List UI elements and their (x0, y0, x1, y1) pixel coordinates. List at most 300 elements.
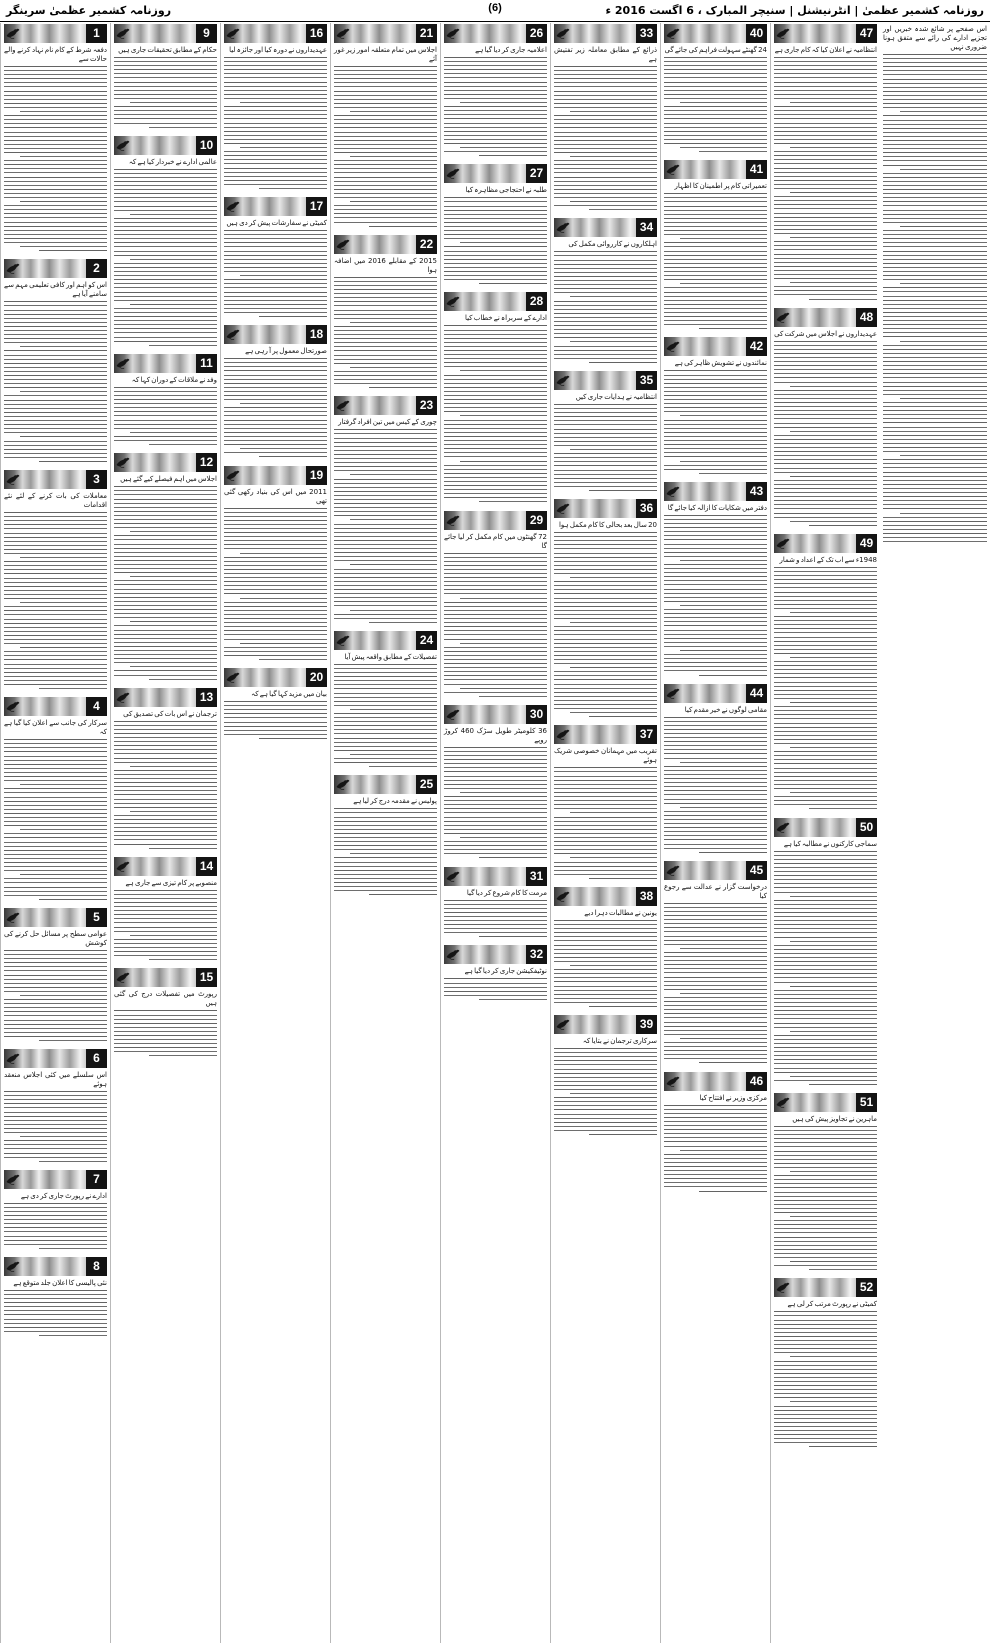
body-text-line (774, 1385, 877, 1386)
body-text-line (774, 871, 877, 872)
article-headline[interactable] (334, 24, 437, 43)
body-text-line (883, 54, 987, 55)
bird-ornament-icon (336, 238, 350, 251)
body-text-line (114, 86, 217, 87)
body-text-line (350, 610, 437, 611)
article-body (4, 45, 107, 256)
article-headline[interactable] (4, 697, 107, 716)
article-lead-text: اجلاس میں اہم فیصلے کیے گئے ہیں (120, 475, 217, 484)
body-text-line (4, 1211, 107, 1212)
body-text-line (790, 657, 877, 658)
body-text-line (774, 677, 877, 678)
article-headline[interactable] (114, 136, 217, 155)
body-text-line (4, 614, 107, 615)
body-text-line (774, 484, 877, 485)
body-text-line (334, 350, 437, 351)
body-text-line (774, 1442, 877, 1443)
body-text-line (114, 890, 217, 891)
body-text-line (664, 977, 767, 978)
body-text-line (444, 86, 547, 87)
body-text-line (114, 725, 217, 726)
body-text-line (334, 701, 437, 702)
body-text-line (224, 362, 327, 363)
article-headline[interactable] (224, 668, 327, 687)
body-text-line (790, 1171, 877, 1172)
body-text-line (4, 862, 107, 863)
article-headline[interactable] (114, 354, 217, 373)
article-number-badge: 42 (746, 337, 767, 356)
body-text-line (664, 395, 767, 396)
body-text-line (444, 366, 547, 367)
body-text-line (224, 73, 327, 74)
article-headline[interactable] (114, 968, 217, 987)
article-body (554, 520, 657, 722)
body-text-line (554, 776, 657, 777)
body-text-line (664, 57, 767, 58)
article (554, 218, 657, 368)
body-text-line (444, 630, 547, 631)
body-text-line (4, 420, 107, 421)
body-text-line (149, 848, 217, 849)
article-body (334, 417, 437, 628)
body-text-line (39, 461, 107, 462)
body-text-line (4, 177, 107, 178)
body-text-line (224, 717, 327, 718)
body-text-line (774, 200, 877, 201)
text-column (0, 23, 110, 1643)
body-text-line (883, 472, 987, 473)
body-text-line (774, 1245, 877, 1246)
article-headline[interactable] (774, 1093, 877, 1112)
body-text-line (664, 275, 767, 276)
body-text-line (444, 602, 547, 603)
body-text-line (774, 1043, 877, 1044)
article-headline[interactable] (554, 371, 657, 390)
body-text-line (554, 354, 657, 355)
body-text-line (554, 276, 657, 277)
body-text-line (4, 367, 107, 368)
body-text-line (4, 1236, 107, 1237)
article-body (224, 346, 327, 462)
body-text-line (334, 454, 437, 455)
body-text-line (554, 977, 657, 978)
body-text-line (774, 855, 877, 856)
article-lead-text: سرکاری ترجمان نے بتایا کہ (582, 1037, 657, 1046)
body-text-line (664, 527, 767, 528)
body-text-line (444, 821, 547, 822)
body-text-line (224, 651, 327, 652)
article-body (664, 358, 767, 478)
body-text-line (4, 74, 107, 75)
body-text-line (554, 453, 657, 454)
body-text-line (334, 544, 437, 545)
body-text-line (444, 436, 547, 437)
article-headline[interactable] (664, 160, 767, 179)
body-text-line (114, 494, 217, 495)
article-headline[interactable] (224, 24, 327, 43)
body-text-line (664, 981, 767, 982)
body-text-line (883, 537, 987, 538)
body-text-line (444, 118, 547, 119)
body-text-line (224, 251, 327, 252)
body-text-line (114, 564, 217, 565)
body-text-line (4, 1015, 107, 1016)
article-headline[interactable] (554, 218, 657, 237)
body-text-line (20, 436, 107, 437)
body-text-line (444, 395, 547, 396)
body-text-line (4, 606, 107, 607)
body-text-line (4, 842, 107, 843)
article-headline[interactable] (664, 337, 767, 356)
body-text-line (130, 214, 217, 215)
body-text-line (4, 350, 107, 351)
body-text-line (444, 489, 547, 490)
body-text-line (790, 986, 877, 987)
body-text-line (554, 272, 657, 273)
body-text-line (774, 294, 877, 295)
bird-ornament-icon (336, 778, 350, 791)
article-headline[interactable] (114, 857, 217, 876)
body-text-line (554, 688, 657, 689)
article-headline[interactable] (664, 482, 767, 501)
article-number-badge: 15 (196, 968, 217, 987)
article-headline[interactable] (114, 688, 217, 707)
body-text-line (554, 610, 657, 611)
body-text-line (4, 569, 107, 570)
body-text-line (444, 383, 547, 384)
body-text-line (4, 322, 107, 323)
body-text-line (114, 1031, 217, 1032)
body-text-line (4, 1331, 107, 1332)
body-text-line (4, 776, 107, 777)
bird-ornament-icon (446, 167, 460, 180)
body-text-line (444, 251, 547, 252)
body-text-line (114, 110, 217, 111)
body-text-line (350, 322, 437, 323)
body-text-line (680, 807, 767, 808)
body-text-line (664, 407, 767, 408)
body-text-line (809, 1269, 877, 1270)
article-headline[interactable] (114, 24, 217, 43)
body-text-line (4, 590, 107, 591)
article (114, 857, 217, 966)
body-text-line (664, 803, 767, 804)
text-column (770, 23, 880, 1643)
article-headline[interactable] (334, 396, 437, 415)
article (554, 24, 657, 215)
body-text-line (4, 999, 107, 1000)
body-text-line (444, 853, 547, 854)
body-text-line (774, 731, 877, 732)
body-text-line (114, 827, 217, 828)
body-text-line (240, 598, 327, 599)
article (224, 466, 327, 666)
article-headline[interactable] (114, 453, 217, 472)
body-text-line (224, 626, 327, 627)
article-headline[interactable] (444, 164, 547, 183)
body-text-line (664, 638, 767, 639)
body-text-line (334, 466, 437, 467)
body-text-line (4, 1144, 107, 1145)
body-text-line (114, 246, 217, 247)
body-text-line (4, 582, 107, 583)
body-text-line (224, 452, 327, 453)
body-text-line (570, 201, 657, 202)
article-headline[interactable] (4, 470, 107, 489)
body-text-line (114, 320, 217, 321)
body-text-line (554, 148, 657, 149)
article-headline[interactable] (554, 24, 657, 43)
body-text-line (883, 300, 987, 301)
body-text-line (774, 1352, 877, 1353)
article-headline[interactable] (554, 499, 657, 518)
body-text-line (4, 747, 107, 748)
body-text-line (334, 78, 437, 79)
body-text-line (114, 395, 217, 396)
body-text-line (664, 1178, 767, 1179)
body-text-line (334, 103, 437, 104)
body-text-line (114, 440, 217, 441)
body-text-line (224, 436, 327, 437)
body-text-line (114, 721, 217, 722)
body-text-line (114, 778, 217, 779)
article-lead-text: اجلاس میں تمام متعلقہ امور زیر غور آئے (334, 46, 437, 63)
article-lead-text: کمیٹی نے سفارشات پیش کر دی ہیں (226, 219, 327, 228)
body-text-line (444, 829, 547, 830)
body-text-line (664, 324, 767, 325)
article-headline[interactable] (444, 945, 547, 964)
article-headline[interactable] (664, 1072, 767, 1091)
body-text-line (114, 605, 217, 606)
body-text-line (774, 184, 877, 185)
body-text-line (554, 953, 657, 954)
article-headline[interactable] (554, 887, 657, 906)
body-text-line (4, 651, 107, 652)
body-text-line (883, 345, 987, 346)
body-text-line (774, 937, 877, 938)
body-text-line (664, 246, 767, 247)
body-text-line (114, 332, 217, 333)
body-text-line (4, 975, 107, 976)
body-text-line (224, 131, 327, 132)
article-headline[interactable] (664, 861, 767, 880)
body-text-line (554, 119, 657, 120)
body-text-line (224, 255, 327, 256)
article-headline[interactable] (554, 725, 657, 744)
body-text-line (334, 693, 437, 694)
body-text-line (774, 900, 877, 901)
article (444, 867, 547, 943)
body-text-line (114, 275, 217, 276)
article-headline[interactable] (444, 705, 547, 724)
article-headline[interactable] (224, 466, 327, 485)
body-text-line (4, 854, 107, 855)
article-headline[interactable] (334, 775, 437, 794)
body-text-line (334, 672, 437, 673)
body-text-line (334, 581, 437, 582)
article-headline[interactable] (4, 908, 107, 927)
article-headline[interactable] (224, 325, 327, 344)
body-text-line (774, 106, 877, 107)
body-text-line (444, 135, 547, 136)
body-text-line (4, 1323, 107, 1324)
article-body (554, 746, 657, 884)
body-text-line (444, 214, 547, 215)
article-headline[interactable] (444, 24, 547, 43)
body-text-line (774, 353, 877, 354)
body-text-line (554, 821, 657, 822)
body-text-line (774, 1212, 877, 1213)
bird-ornament-icon (666, 485, 680, 498)
body-text-line (334, 601, 437, 602)
article-lead-text: یونین نے مطالبات دہرا دیے (584, 909, 657, 917)
body-text-line (334, 552, 437, 553)
body-text-line (774, 1418, 877, 1419)
body-text-line (774, 373, 877, 374)
body-text-line (224, 399, 327, 400)
body-text-line (114, 341, 217, 342)
body-text-line (774, 365, 877, 366)
article-headline[interactable] (774, 534, 877, 553)
body-text-line (570, 712, 657, 713)
body-text-line (664, 790, 767, 791)
body-text-line (334, 86, 437, 87)
body-text-line (334, 144, 437, 145)
article-headline[interactable] (774, 1278, 877, 1297)
body-text-line (774, 1196, 877, 1197)
body-text-line (4, 371, 107, 372)
body-text-line (664, 1022, 767, 1023)
article-number-badge: 31 (526, 867, 547, 886)
body-text-line (334, 664, 437, 665)
article (4, 908, 107, 1046)
article-headline[interactable] (444, 292, 547, 311)
article-headline[interactable] (444, 511, 547, 530)
body-text-line (554, 160, 657, 161)
article-headline[interactable] (334, 235, 437, 254)
article-headline[interactable] (4, 1257, 107, 1276)
body-text-line (444, 577, 547, 578)
article (664, 861, 767, 1069)
article-number-badge: 20 (306, 668, 327, 687)
column-grid (0, 23, 990, 1643)
article-number-badge: 32 (526, 945, 547, 964)
article-lead-text: صورتحال معمول پر آ رہی ہے (245, 347, 327, 356)
body-text-line (774, 1142, 877, 1143)
body-text-line (4, 123, 107, 124)
body-text-line (224, 263, 327, 264)
body-text-line (554, 849, 657, 850)
bird-ornament-icon (666, 27, 680, 40)
body-text-line (114, 955, 217, 956)
body-text-line (224, 94, 327, 95)
body-text-line (444, 565, 547, 566)
body-text-line (4, 1240, 107, 1241)
body-text-line (4, 1215, 107, 1216)
article-number-badge: 7 (86, 1170, 107, 1189)
body-text-line (554, 700, 657, 701)
body-text-line (224, 432, 327, 433)
body-text-line (774, 912, 877, 913)
body-text-line (4, 408, 107, 409)
body-text-line (554, 313, 657, 314)
article-headline[interactable] (334, 631, 437, 650)
body-text-line (664, 997, 767, 998)
article-headline[interactable] (774, 308, 877, 327)
body-text-line (883, 296, 987, 297)
article-lead-text: نوٹیفکیشن جاری کر دیا گیا ہے (464, 967, 547, 976)
bird-ornament-icon (666, 340, 680, 353)
body-text-line (444, 497, 547, 498)
text-column (330, 23, 440, 1643)
body-text-line (334, 540, 437, 541)
body-text-line (883, 132, 987, 133)
body-text-line (130, 102, 217, 103)
body-text-line (774, 1204, 877, 1205)
article-headline[interactable] (4, 24, 107, 43)
article-headline[interactable] (444, 867, 547, 886)
body-text-line (774, 1063, 877, 1064)
body-text-line (114, 803, 217, 804)
body-text-line (4, 516, 107, 517)
article-headline[interactable] (554, 1015, 657, 1034)
article-lead-text: معاملات کی بات کرنے کے لئے نئے اقدامات (4, 492, 107, 510)
body-text-line (774, 123, 877, 124)
body-text-line (774, 1406, 877, 1407)
body-text-line (664, 940, 767, 941)
body-text-line (664, 523, 767, 524)
body-text-line (664, 985, 767, 986)
body-text-line (774, 575, 877, 576)
body-text-line (114, 790, 217, 791)
bird-ornament-icon (6, 1052, 20, 1065)
body-text-line (774, 151, 877, 152)
body-text-line (444, 833, 547, 834)
article-headline[interactable] (664, 24, 767, 43)
article-body (114, 45, 217, 133)
body-text-line (149, 1055, 217, 1056)
article-headline[interactable] (774, 24, 877, 43)
article-headline[interactable] (4, 1170, 107, 1189)
body-text-line (334, 742, 437, 743)
body-text-line (4, 1103, 107, 1104)
body-text-line (444, 403, 547, 404)
body-text-line (4, 809, 107, 810)
body-text-line (664, 1026, 767, 1027)
body-text-line (790, 1261, 877, 1262)
body-text-line (444, 788, 547, 789)
body-text-line (664, 444, 767, 445)
article-body (554, 392, 657, 496)
article (4, 1049, 107, 1167)
article-headline[interactable] (774, 818, 877, 837)
body-text-line (664, 960, 767, 961)
article-headline[interactable] (664, 684, 767, 703)
body-text-line (589, 362, 657, 363)
body-text-line (883, 193, 987, 194)
body-text-line (883, 414, 987, 415)
article-headline[interactable] (4, 259, 107, 278)
article-headline[interactable] (224, 197, 327, 216)
body-text-line (114, 255, 217, 256)
body-text-line (444, 991, 547, 992)
bird-ornament-icon (6, 473, 20, 486)
body-text-line (224, 98, 327, 99)
body-text-line (114, 662, 217, 663)
article-lead-text: 24 گھنٹے سہولت فراہم کی جائے گی (664, 46, 767, 54)
article-headline[interactable] (4, 1049, 107, 1068)
body-text-line (774, 859, 877, 860)
